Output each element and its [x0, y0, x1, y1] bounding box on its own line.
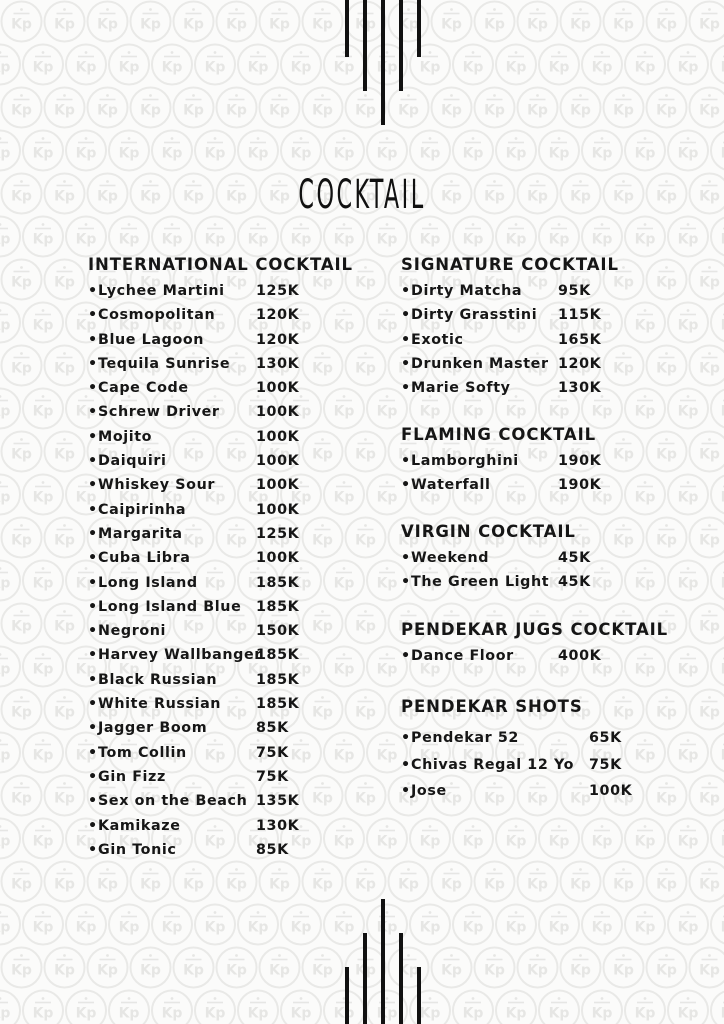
bullet-icon: • — [88, 331, 98, 348]
section-title: PENDEKAR JUGS COCKTAIL — [401, 620, 669, 639]
menu-list — [401, 725, 701, 805]
menu-item-price: 135K — [256, 793, 300, 810]
bullet-icon: • — [88, 696, 98, 713]
bullet-icon: • — [401, 648, 411, 664]
menu-item-name: Harvey Wallbanger — [98, 647, 262, 664]
menu-item-price: 100K — [589, 783, 633, 799]
menu-item — [88, 838, 368, 862]
menu-item — [401, 303, 701, 327]
bullet-icon: • — [88, 380, 98, 397]
bullet-icon: • — [88, 501, 98, 518]
menu-item-price: 45K — [558, 550, 591, 566]
menu-item-price: 125K — [256, 525, 300, 542]
menu-item-name: Exotic — [411, 331, 464, 348]
menu-item-price: 65K — [589, 730, 622, 746]
menu-item — [88, 473, 368, 497]
menu-item — [88, 303, 368, 327]
bullet-icon: • — [88, 404, 98, 421]
menu-item-name: Dirty Grasstini — [411, 307, 538, 324]
menu-item — [88, 789, 368, 813]
menu-item-name: Lychee Martini — [98, 283, 225, 299]
menu-item-price: 115K — [558, 307, 602, 324]
bullet-icon: • — [401, 331, 411, 348]
menu-item — [88, 425, 368, 449]
menu-item-price: 95K — [558, 283, 591, 299]
bullet-icon: • — [88, 793, 98, 810]
menu-item — [401, 644, 701, 668]
bullet-icon: • — [88, 307, 98, 324]
menu-item — [88, 814, 368, 838]
menu-item-name: Chivas Regal 12 Yo — [411, 756, 575, 773]
section-title: INTERNATIONAL COCKTAIL — [88, 255, 353, 274]
menu-item-name: Caipirinha — [98, 501, 187, 518]
menu-item-price: 100K — [256, 477, 300, 494]
deco-line — [345, 967, 349, 1024]
menu-item-name: Long Island Blue — [98, 598, 242, 615]
menu-item-price: 120K — [256, 307, 300, 324]
section-international — [88, 253, 368, 862]
deco-line — [417, 0, 421, 57]
menu-item-name: The Green Light — [411, 574, 550, 591]
section-title: PENDEKAR SHOTS — [401, 697, 583, 716]
bullet-icon: • — [88, 525, 98, 542]
bullet-icon: • — [401, 783, 411, 799]
menu-list — [401, 644, 701, 668]
menu-item-price: 120K — [558, 355, 602, 372]
menu-item — [88, 522, 368, 546]
bullet-icon: • — [88, 768, 98, 785]
menu-item — [88, 716, 368, 740]
bullet-icon: • — [401, 355, 411, 372]
page-title — [138, 172, 587, 218]
bullet-icon: • — [88, 574, 98, 591]
menu-item — [88, 546, 368, 570]
menu-item-price: 130K — [256, 817, 300, 834]
menu-item-name: Cuba Libra — [98, 550, 191, 567]
menu-item — [88, 352, 368, 376]
deco-line — [363, 933, 367, 1024]
menu-item-price: 190K — [558, 477, 602, 494]
section-virgin — [401, 520, 701, 595]
menu-item-price: 120K — [256, 331, 300, 348]
menu-item-name: Waterfall — [411, 477, 491, 494]
menu-item-price: 75K — [589, 756, 622, 773]
menu-item-price: 45K — [558, 574, 591, 591]
bullet-icon: • — [401, 477, 411, 494]
menu-item-name: Gin Tonic — [98, 841, 177, 858]
menu-item — [88, 619, 368, 643]
page-title-text: COCKTAIL — [298, 172, 426, 218]
deco-line — [381, 899, 385, 1024]
menu-item-name: Jose — [411, 783, 447, 799]
bullet-icon: • — [88, 720, 98, 737]
menu-item-name: Pendekar 52 — [411, 730, 519, 746]
menu-item-price: 185K — [256, 598, 300, 615]
menu-item-price: 85K — [256, 720, 289, 737]
menu-item-name: Blue Lagoon — [98, 331, 205, 348]
menu-item-price: 100K — [256, 453, 300, 470]
menu-item-price: 75K — [256, 744, 289, 761]
menu-item — [401, 328, 701, 352]
bullet-icon: • — [88, 817, 98, 834]
menu-item — [401, 376, 701, 400]
menu-item-price: 75K — [256, 768, 289, 785]
menu-item — [401, 778, 701, 805]
menu-item — [401, 473, 701, 497]
menu-list — [88, 279, 368, 862]
bullet-icon: • — [88, 671, 98, 688]
menu-item-price: 185K — [256, 574, 300, 591]
section-signature — [401, 253, 701, 400]
bullet-icon: • — [401, 756, 411, 773]
menu-item — [88, 279, 368, 303]
menu-item-price: 100K — [256, 428, 300, 445]
menu-item — [401, 570, 701, 594]
menu-item — [88, 668, 368, 692]
menu-item — [88, 449, 368, 473]
section-flaming — [401, 423, 701, 498]
menu-item-name: Sex on the Beach — [98, 793, 248, 810]
menu-item-price: 130K — [256, 355, 300, 372]
menu-item-name: Long Island — [98, 574, 198, 591]
bullet-icon: • — [88, 428, 98, 445]
menu-item — [401, 449, 701, 473]
bullet-icon: • — [401, 550, 411, 566]
bullet-icon: • — [88, 598, 98, 615]
bullet-icon: • — [401, 283, 411, 299]
menu-item — [88, 643, 368, 667]
menu-list — [401, 546, 701, 595]
section-title: SIGNATURE COCKTAIL — [401, 255, 619, 274]
bullet-icon: • — [401, 730, 411, 746]
menu-item-name: Whiskey Sour — [98, 477, 216, 494]
bullet-icon: • — [88, 647, 98, 664]
section-jugs — [401, 618, 701, 668]
menu-item-price: 100K — [256, 550, 300, 567]
deco-line — [399, 933, 403, 1024]
menu-item-name: Weekend — [411, 550, 490, 566]
deco-line — [363, 0, 367, 91]
bullet-icon: • — [88, 453, 98, 470]
menu-item-price: 100K — [256, 380, 300, 397]
menu-item-name: Jagger Boom — [98, 720, 208, 737]
menu-item-price: 165K — [558, 331, 602, 348]
menu-item — [88, 498, 368, 522]
menu-item-name: Daiquiri — [98, 453, 167, 470]
menu-item-name: Tequila Sunrise — [98, 355, 231, 372]
menu-item-name: Mojito — [98, 428, 153, 445]
bullet-icon: • — [88, 623, 98, 640]
menu-item — [401, 752, 701, 779]
menu-item-name: Margarita — [98, 525, 183, 542]
menu-item — [88, 400, 368, 424]
bullet-icon: • — [88, 744, 98, 761]
menu-item-price: 100K — [256, 404, 300, 421]
menu-item — [401, 352, 701, 376]
menu-item — [88, 741, 368, 765]
menu-item-name: Lamborghini — [411, 453, 519, 469]
menu-item-name: Dirty Matcha — [411, 283, 523, 299]
bullet-icon: • — [401, 453, 411, 469]
section-shots — [401, 695, 701, 805]
section-title: VIRGIN COCKTAIL — [401, 522, 576, 541]
deco-line — [345, 0, 349, 57]
menu-item-name: Schrew Driver — [98, 404, 220, 421]
menu-item-price: 125K — [256, 283, 300, 299]
bullet-icon: • — [88, 550, 98, 567]
menu-item-name: Tom Collin — [98, 744, 187, 761]
menu-list — [401, 449, 701, 498]
bullet-icon: • — [88, 477, 98, 494]
menu-item — [401, 546, 701, 570]
section-title: FLAMING COCKTAIL — [401, 425, 597, 444]
deco-line — [417, 967, 421, 1024]
bullet-icon: • — [401, 380, 411, 397]
menu-item — [88, 765, 368, 789]
bullet-icon: • — [88, 841, 98, 858]
bullet-icon: • — [88, 355, 98, 372]
menu-item-name: Gin Fizz — [98, 768, 166, 785]
deco-line — [381, 0, 385, 125]
menu-item — [88, 692, 368, 716]
menu-item-price: 400K — [558, 648, 602, 664]
menu-item — [88, 595, 368, 619]
menu-item — [401, 279, 701, 303]
menu-item-price: 185K — [256, 647, 300, 664]
menu-item-price: 150K — [256, 623, 300, 640]
bullet-icon: • — [88, 283, 98, 299]
menu-item-price: 85K — [256, 841, 289, 858]
deco-line — [399, 0, 403, 91]
menu-item-price: 185K — [256, 696, 300, 713]
menu-item-name: White Russian — [98, 696, 222, 713]
menu-item — [88, 328, 368, 352]
menu-item-name: Kamikaze — [98, 817, 181, 834]
menu-item-price: 100K — [256, 501, 300, 518]
menu-item-name: Dance Floor — [411, 648, 514, 664]
menu-item-name: Cape Code — [98, 380, 189, 397]
menu-item — [88, 376, 368, 400]
menu-item-price: 130K — [558, 380, 602, 397]
menu-item-name: Black Russian — [98, 671, 218, 688]
menu-item-name: Negroni — [98, 623, 167, 640]
menu-item — [88, 571, 368, 595]
menu-item — [401, 725, 701, 752]
menu-item-name: Drunken Master — [411, 355, 549, 372]
menu-item-price: 185K — [256, 671, 300, 688]
bullet-icon: • — [401, 307, 411, 324]
bullet-icon: • — [401, 574, 411, 591]
menu-item-name: Cosmopolitan — [98, 307, 216, 324]
menu-list — [401, 279, 701, 400]
menu-item-name: Marie Softy — [411, 380, 511, 397]
menu-item-price: 190K — [558, 453, 602, 469]
